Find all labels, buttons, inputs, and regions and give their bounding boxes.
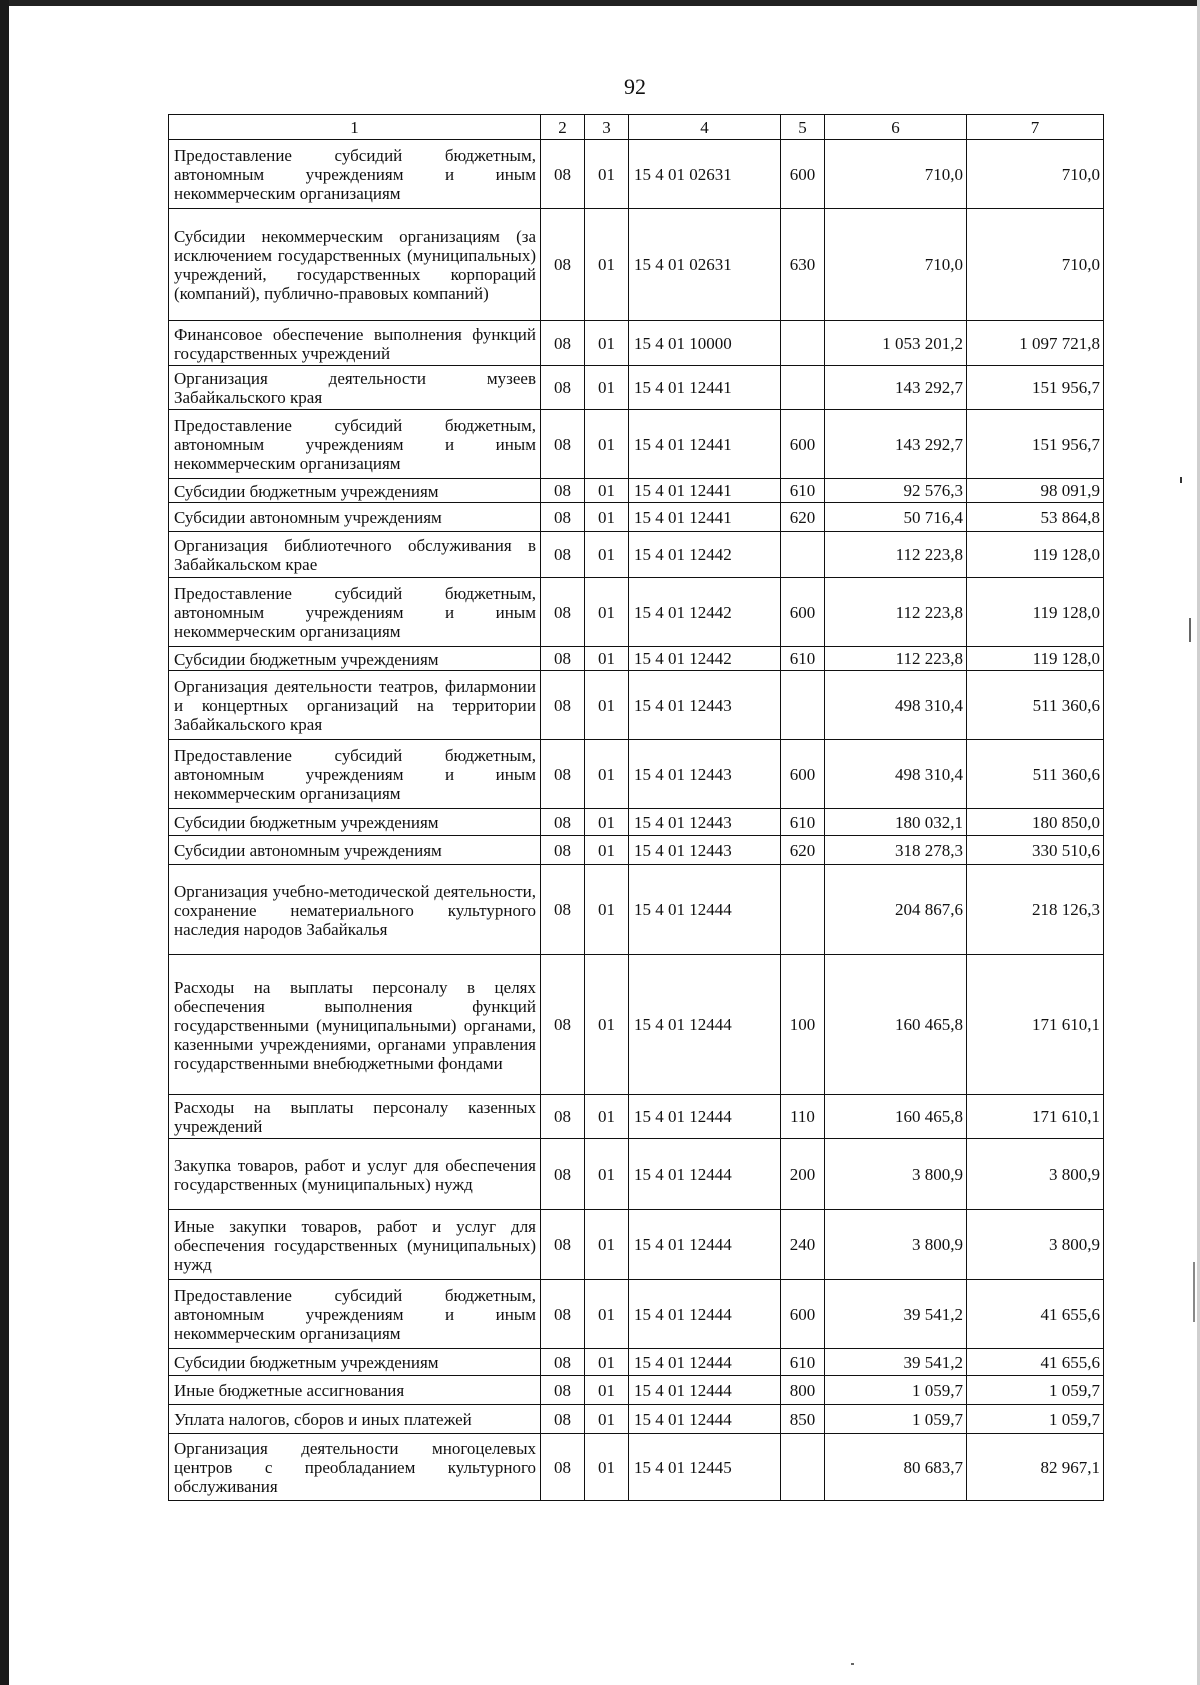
table-row xyxy=(169,865,1104,955)
amount-year1-cell: 204 867,6 xyxy=(825,865,967,955)
row-name-cell: Уплата налогов, сборов и иных платежей xyxy=(169,1405,541,1434)
table-row xyxy=(169,671,1104,740)
amount-year1-cell: 1 053 201,2 xyxy=(825,321,967,366)
row-name-cell: Предоставление субсидий бюджетным, автономным учреждениям и иным некоммерческим организациям xyxy=(169,578,541,647)
target-article-cell: 15 4 01 12444 xyxy=(629,1280,781,1349)
section-code-cell: 08 xyxy=(541,1139,585,1210)
row-name-cell: Предоставление субсидий бюджетным, автономным учреждениям и иным некоммерческим организациям xyxy=(169,410,541,479)
amount-year2-cell: 119 128,0 xyxy=(967,647,1104,671)
row-name-cell: Иные закупки товаров, работ и услуг для обеспечения государственных (муниципальных) нужд xyxy=(169,1210,541,1280)
header-cell: 3 xyxy=(585,115,629,140)
expense-type-cell: 610 xyxy=(781,479,825,503)
amount-year2-cell: 710,0 xyxy=(967,209,1104,321)
expense-type-cell: 630 xyxy=(781,209,825,321)
expense-type-cell: 100 xyxy=(781,955,825,1095)
scan-border-top xyxy=(0,0,1200,6)
target-article-cell: 15 4 01 12444 xyxy=(629,955,781,1095)
target-article-cell: 15 4 01 12444 xyxy=(629,1405,781,1434)
expense-type-cell: 600 xyxy=(781,578,825,647)
section-code-cell: 08 xyxy=(541,955,585,1095)
amount-year1-cell: 112 223,8 xyxy=(825,647,967,671)
row-name-cell: Субсидии бюджетным учреждениям xyxy=(169,1349,541,1376)
section-code-cell: 08 xyxy=(541,503,585,532)
amount-year2-cell: 98 091,9 xyxy=(967,479,1104,503)
table-row xyxy=(169,1349,1104,1376)
row-name-cell: Субсидии бюджетным учреждениям xyxy=(169,479,541,503)
amount-year2-cell: 41 655,6 xyxy=(967,1280,1104,1349)
amount-year2-cell: 710,0 xyxy=(967,140,1104,209)
expense-type-cell: 200 xyxy=(781,1139,825,1210)
subsection-code-cell: 01 xyxy=(585,1376,629,1405)
table-row xyxy=(169,647,1104,671)
subsection-code-cell: 01 xyxy=(585,140,629,209)
subsection-code-cell: 01 xyxy=(585,836,629,865)
amount-year2-cell: 218 126,3 xyxy=(967,865,1104,955)
subsection-code-cell: 01 xyxy=(585,671,629,740)
section-code-cell: 08 xyxy=(541,836,585,865)
row-name-cell: Расходы на выплаты персоналу казенных учреждений xyxy=(169,1095,541,1139)
expense-type-cell: 600 xyxy=(781,1280,825,1349)
row-name-cell: Иные бюджетные ассигнования xyxy=(169,1376,541,1405)
target-article-cell: 15 4 01 12443 xyxy=(629,809,781,836)
subsection-code-cell: 01 xyxy=(585,1139,629,1210)
target-article-cell: 15 4 01 12444 xyxy=(629,1210,781,1280)
amount-year1-cell: 710,0 xyxy=(825,209,967,321)
target-article-cell: 15 4 01 02631 xyxy=(629,140,781,209)
subsection-code-cell: 01 xyxy=(585,366,629,410)
table-row xyxy=(169,321,1104,366)
table-row xyxy=(169,532,1104,578)
expense-type-cell: 620 xyxy=(781,503,825,532)
table-row xyxy=(169,366,1104,410)
subsection-code-cell: 01 xyxy=(585,410,629,479)
row-name-cell: Организация деятельности театров, филармонии и концертных организаций на территории Забайкальского края xyxy=(169,671,541,740)
expense-type-cell xyxy=(781,865,825,955)
section-code-cell: 08 xyxy=(541,410,585,479)
target-article-cell: 15 4 01 12444 xyxy=(629,865,781,955)
amount-year1-cell: 112 223,8 xyxy=(825,532,967,578)
expense-type-cell: 620 xyxy=(781,836,825,865)
expense-type-cell xyxy=(781,671,825,740)
subsection-code-cell: 01 xyxy=(585,1434,629,1501)
amount-year2-cell: 1 059,7 xyxy=(967,1376,1104,1405)
expense-type-cell xyxy=(781,366,825,410)
expense-type-cell: 610 xyxy=(781,647,825,671)
expense-type-cell xyxy=(781,532,825,578)
row-name-cell: Организация деятельности музеев Забайкальского края xyxy=(169,366,541,410)
budget-table xyxy=(168,114,1104,1501)
amount-year2-cell: 1 097 721,8 xyxy=(967,321,1104,366)
amount-year2-cell: 3 800,9 xyxy=(967,1139,1104,1210)
section-code-cell: 08 xyxy=(541,740,585,809)
row-name-cell: Субсидии некоммерческим организациям (за исключением государственных (муниципальных) учреждений, государственных корпораций (компаний), публично-правовых компаний) xyxy=(169,209,541,321)
table-body xyxy=(169,140,1104,1501)
section-code-cell: 08 xyxy=(541,1349,585,1376)
row-name-cell: Закупка товаров, работ и услуг для обеспечения государственных (муниципальных) нужд xyxy=(169,1139,541,1210)
expense-type-cell: 600 xyxy=(781,140,825,209)
amount-year1-cell: 710,0 xyxy=(825,140,967,209)
expense-type-cell xyxy=(781,321,825,366)
section-code-cell: 08 xyxy=(541,479,585,503)
amount-year2-cell: 171 610,1 xyxy=(967,955,1104,1095)
row-name-cell: Субсидии автономным учреждениям xyxy=(169,836,541,865)
target-article-cell: 15 4 01 12444 xyxy=(629,1139,781,1210)
target-article-cell: 15 4 01 10000 xyxy=(629,321,781,366)
target-article-cell: 15 4 01 12441 xyxy=(629,366,781,410)
row-name-cell: Предоставление субсидий бюджетным, автономным учреждениям и иным некоммерческим организациям xyxy=(169,740,541,809)
section-code-cell: 08 xyxy=(541,647,585,671)
amount-year1-cell: 92 576,3 xyxy=(825,479,967,503)
section-code-cell: 08 xyxy=(541,1434,585,1501)
subsection-code-cell: 01 xyxy=(585,955,629,1095)
amount-year2-cell: 53 864,8 xyxy=(967,503,1104,532)
section-code-cell: 08 xyxy=(541,1405,585,1434)
section-code-cell: 08 xyxy=(541,1280,585,1349)
scan-speck xyxy=(851,1663,854,1665)
target-article-cell: 15 4 01 12445 xyxy=(629,1434,781,1501)
table-row xyxy=(169,955,1104,1095)
subsection-code-cell: 01 xyxy=(585,1095,629,1139)
subsection-code-cell: 01 xyxy=(585,1280,629,1349)
row-name-cell: Организация учебно-методической деятельности, сохранение нематериального культурного наследия народов Забайкалья xyxy=(169,865,541,955)
amount-year1-cell: 318 278,3 xyxy=(825,836,967,865)
amount-year1-cell: 498 310,4 xyxy=(825,740,967,809)
target-article-cell: 15 4 01 12441 xyxy=(629,410,781,479)
table-row xyxy=(169,836,1104,865)
amount-year2-cell: 151 956,7 xyxy=(967,410,1104,479)
row-name-cell: Предоставление субсидий бюджетным, автономным учреждениям и иным некоммерческим организациям xyxy=(169,140,541,209)
target-article-cell: 15 4 01 12443 xyxy=(629,671,781,740)
amount-year2-cell: 330 510,6 xyxy=(967,836,1104,865)
section-code-cell: 08 xyxy=(541,532,585,578)
amount-year1-cell: 1 059,7 xyxy=(825,1405,967,1434)
row-name-cell: Субсидии автономным учреждениям xyxy=(169,503,541,532)
header-cell: 4 xyxy=(629,115,781,140)
subsection-code-cell: 01 xyxy=(585,479,629,503)
amount-year2-cell: 41 655,6 xyxy=(967,1349,1104,1376)
section-code-cell: 08 xyxy=(541,1095,585,1139)
header-cell: 5 xyxy=(781,115,825,140)
row-name-cell: Субсидии бюджетным учреждениям xyxy=(169,647,541,671)
section-code-cell: 08 xyxy=(541,140,585,209)
amount-year1-cell: 112 223,8 xyxy=(825,578,967,647)
scan-speck xyxy=(1189,618,1191,642)
row-name-cell: Организация деятельности многоцелевых центров с преобладанием культурного обслуживания xyxy=(169,1434,541,1501)
amount-year2-cell: 1 059,7 xyxy=(967,1405,1104,1434)
section-code-cell: 08 xyxy=(541,1376,585,1405)
amount-year1-cell: 50 716,4 xyxy=(825,503,967,532)
target-article-cell: 15 4 01 12442 xyxy=(629,578,781,647)
subsection-code-cell: 01 xyxy=(585,321,629,366)
subsection-code-cell: 01 xyxy=(585,809,629,836)
amount-year1-cell: 1 059,7 xyxy=(825,1376,967,1405)
table-row xyxy=(169,1376,1104,1405)
expense-type-cell: 610 xyxy=(781,1349,825,1376)
amount-year2-cell: 171 610,1 xyxy=(967,1095,1104,1139)
target-article-cell: 15 4 01 02631 xyxy=(629,209,781,321)
table-row xyxy=(169,209,1104,321)
amount-year2-cell: 511 360,6 xyxy=(967,740,1104,809)
target-article-cell: 15 4 01 12442 xyxy=(629,647,781,671)
expense-type-cell xyxy=(781,1434,825,1501)
table-row xyxy=(169,140,1104,209)
subsection-code-cell: 01 xyxy=(585,740,629,809)
target-article-cell: 15 4 01 12444 xyxy=(629,1349,781,1376)
amount-year1-cell: 3 800,9 xyxy=(825,1210,967,1280)
header-cell: 7 xyxy=(967,115,1104,140)
table-row xyxy=(169,479,1104,503)
subsection-code-cell: 01 xyxy=(585,209,629,321)
subsection-code-cell: 01 xyxy=(585,647,629,671)
page-number: 92 xyxy=(624,74,646,99)
amount-year1-cell: 3 800,9 xyxy=(825,1139,967,1210)
section-code-cell: 08 xyxy=(541,366,585,410)
scan-speck xyxy=(1180,477,1182,483)
expense-type-cell: 600 xyxy=(781,740,825,809)
section-code-cell: 08 xyxy=(541,1210,585,1280)
expense-type-cell: 610 xyxy=(781,809,825,836)
amount-year1-cell: 498 310,4 xyxy=(825,671,967,740)
expense-type-cell: 110 xyxy=(781,1095,825,1139)
section-code-cell: 08 xyxy=(541,578,585,647)
subsection-code-cell: 01 xyxy=(585,532,629,578)
amount-year1-cell: 143 292,7 xyxy=(825,410,967,479)
table-row xyxy=(169,503,1104,532)
subsection-code-cell: 01 xyxy=(585,578,629,647)
subsection-code-cell: 01 xyxy=(585,1349,629,1376)
row-name-cell: Финансовое обеспечение выполнения функций государственных учреждений xyxy=(169,321,541,366)
target-article-cell: 15 4 01 12444 xyxy=(629,1376,781,1405)
section-code-cell: 08 xyxy=(541,209,585,321)
target-article-cell: 15 4 01 12441 xyxy=(629,503,781,532)
target-article-cell: 15 4 01 12443 xyxy=(629,836,781,865)
amount-year2-cell: 119 128,0 xyxy=(967,532,1104,578)
amount-year2-cell: 151 956,7 xyxy=(967,366,1104,410)
section-code-cell: 08 xyxy=(541,671,585,740)
subsection-code-cell: 01 xyxy=(585,1210,629,1280)
expense-type-cell: 800 xyxy=(781,1376,825,1405)
table-row xyxy=(169,1139,1104,1210)
expense-type-cell: 850 xyxy=(781,1405,825,1434)
scan-border-left xyxy=(0,0,9,1685)
amount-year1-cell: 160 465,8 xyxy=(825,1095,967,1139)
header-cell: 1 xyxy=(169,115,541,140)
table-row xyxy=(169,1095,1104,1139)
amount-year2-cell: 511 360,6 xyxy=(967,671,1104,740)
table-row xyxy=(169,410,1104,479)
subsection-code-cell: 01 xyxy=(585,503,629,532)
table-row xyxy=(169,1405,1104,1434)
expense-type-cell: 240 xyxy=(781,1210,825,1280)
row-name-cell: Предоставление субсидий бюджетным, автономным учреждениям и иным некоммерческим организациям xyxy=(169,1280,541,1349)
table-row xyxy=(169,578,1104,647)
table-row xyxy=(169,809,1104,836)
amount-year1-cell: 39 541,2 xyxy=(825,1349,967,1376)
amount-year2-cell: 180 850,0 xyxy=(967,809,1104,836)
target-article-cell: 15 4 01 12442 xyxy=(629,532,781,578)
amount-year1-cell: 180 032,1 xyxy=(825,809,967,836)
header-row xyxy=(169,115,1104,140)
header-cell: 2 xyxy=(541,115,585,140)
target-article-cell: 15 4 01 12441 xyxy=(629,479,781,503)
section-code-cell: 08 xyxy=(541,809,585,836)
scan-speck xyxy=(1193,1262,1195,1322)
amount-year2-cell: 3 800,9 xyxy=(967,1210,1104,1280)
row-name-cell: Субсидии бюджетным учреждениям xyxy=(169,809,541,836)
amount-year2-cell: 119 128,0 xyxy=(967,578,1104,647)
amount-year1-cell: 160 465,8 xyxy=(825,955,967,1095)
header-cell: 6 xyxy=(825,115,967,140)
expense-type-cell: 600 xyxy=(781,410,825,479)
amount-year2-cell: 82 967,1 xyxy=(967,1434,1104,1501)
table-row xyxy=(169,1434,1104,1501)
table-row xyxy=(169,740,1104,809)
amount-year1-cell: 143 292,7 xyxy=(825,366,967,410)
target-article-cell: 15 4 01 12444 xyxy=(629,1095,781,1139)
subsection-code-cell: 01 xyxy=(585,1405,629,1434)
amount-year1-cell: 80 683,7 xyxy=(825,1434,967,1501)
table-row xyxy=(169,1210,1104,1280)
amount-year1-cell: 39 541,2 xyxy=(825,1280,967,1349)
target-article-cell: 15 4 01 12443 xyxy=(629,740,781,809)
subsection-code-cell: 01 xyxy=(585,865,629,955)
section-code-cell: 08 xyxy=(541,321,585,366)
row-name-cell: Расходы на выплаты персоналу в целях обеспечения выполнения функций государственными (муниципальными) органами, казенными учреждениями, органами управления государственными внебюджетными фондами xyxy=(169,955,541,1095)
row-name-cell: Организация библиотечного обслуживания в Забайкальском крае xyxy=(169,532,541,578)
section-code-cell: 08 xyxy=(541,865,585,955)
table-row xyxy=(169,1280,1104,1349)
